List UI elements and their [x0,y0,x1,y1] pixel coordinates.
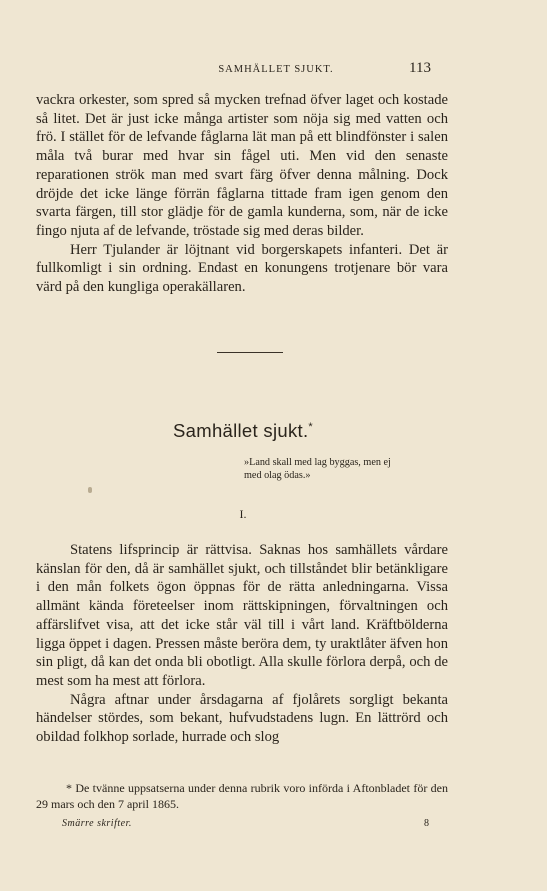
running-head: SAMHÄLLET SJUKT. [218,64,334,75]
section-title [0,420,486,442]
paragraph: vackra orkester, som spred så mycken trefnad öfver laget och kostade så litet. Det är just icke många artister som nöja sig med vatten och frö. I stället för de lefvande fåglarna lät man på ett blindfönster i salen måla två burar med hvar sin fågel uti. Men vid den senaste reparationen strök man med svart färg öfver denna målning. Dock dröjde det icke länge förrän fåglarna tittade fram igen genom den svarta färgen, till stor glädje för de gamla kunderna, som, när de icke fingo njuta af de lefvande, tröstade sig med deras bilder. [36,92,448,239]
paragraph: Några aftnar under årsdagarna af fjolårets sorgligt bekanta händelser stördes, som bekant, hufvudstadens lugn. En lättrörd och obildad folkhop sorlade, hurrade och slog [36,691,448,746]
section-title-text: Samhället sjukt. [173,420,309,441]
footnote-mark: * [308,420,313,433]
epigraph-line: »Land skall med lag byggas, men ej [244,457,391,468]
epigraph [244,456,454,482]
paragraph: Statens lifsprincip är rättvisa. Saknas hos samhällets vårdare känslan för den, då är samhället sjukt, och tillståndet blir betänkligare i den mån folkets ögon öppnas för de rätta anledningarna. Vissa allmänt kända företeelser inom rättskipningen, förvaltningen och affärslifvet visa, att det icke står väl till i vårt land. Kräftbölderna ligga öppet i dagen. Pressen måste beröra dem, ty uraktlåter äfven hon sin pligt, då kan det onda bli obotligt. Alla skulle förlora derpå, och de mest som ha mest att förlora. [36,542,448,689]
signature-mark: Smärre skrifter. [62,818,132,829]
section-divider [217,352,283,353]
section-number: I. [239,507,247,521]
footnote-text: * De tvänne uppsatserna under denna rubrik voro införda i Aftonbladet för den 29 mars och den 7 april 1865. [36,781,448,811]
footnote [36,780,448,812]
paper-mark [88,487,92,493]
paragraph: Herr Tjulander är löjtnant vid borgerskapets infanteri. Det är fullkomligt i sin ordning. Endast en konungens trotjenare bör vara värd på den kungliga operakällaren. [36,241,448,296]
body-text-bottom [36,541,448,747]
page-number: 113 [409,60,431,76]
signature-number: 8 [424,818,429,829]
epigraph-line: med olag ödas.» [244,470,311,481]
body-text-top [36,91,448,297]
